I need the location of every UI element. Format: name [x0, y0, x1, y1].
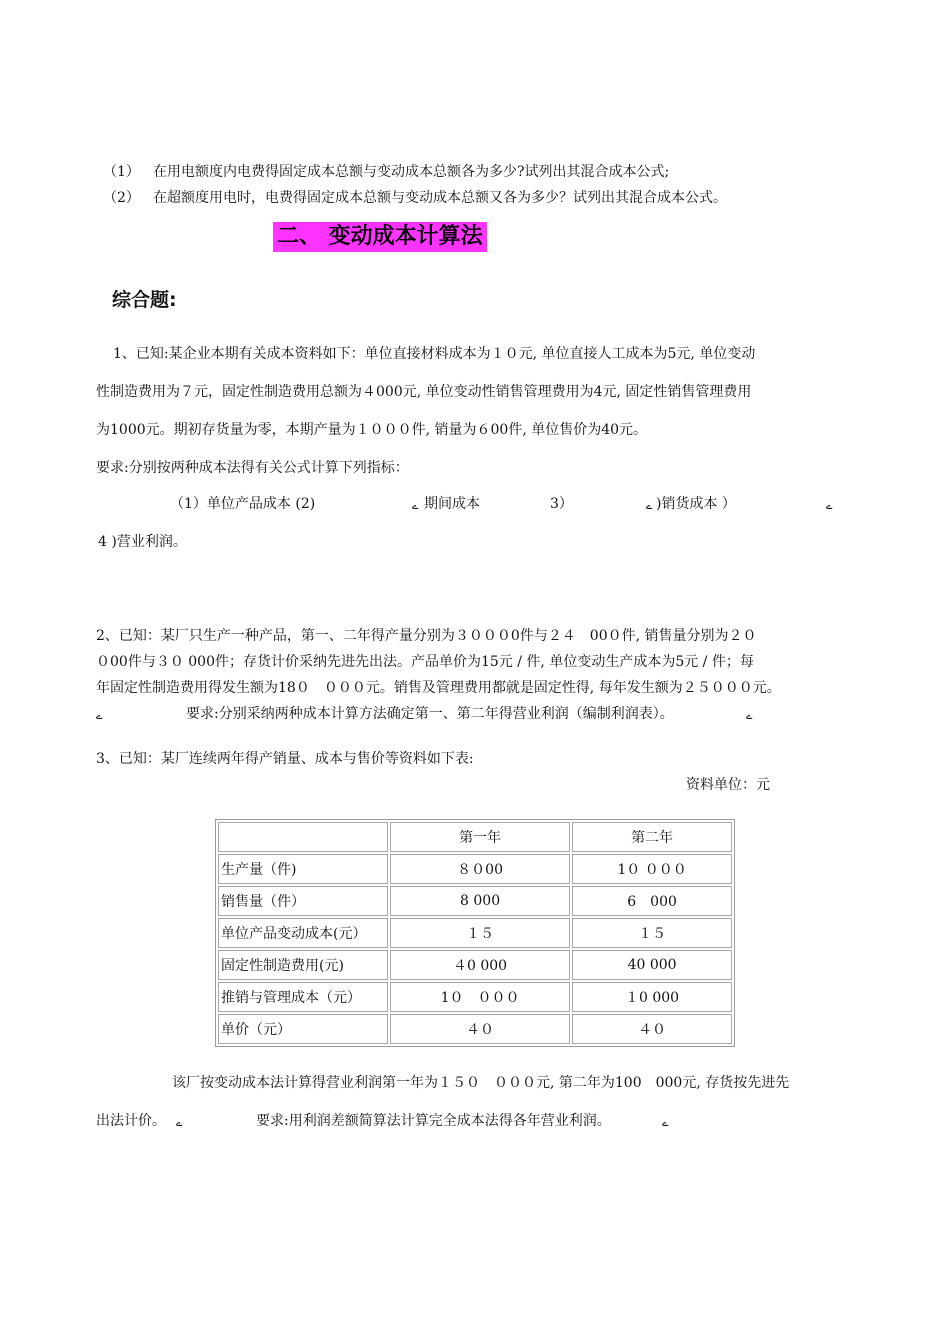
problem-3-after-line-1: 该厂按变动成本法计算得营业利润第一年为１５０ ０００元, 第二年为100 000元, 存货按先进先	[172, 1075, 790, 1091]
table-cell: １0 000	[572, 982, 732, 1012]
table-header-cell: 第二年	[572, 822, 732, 852]
table-cell: １５	[572, 918, 732, 948]
table-cell: 推销与管理成本（元）	[218, 982, 388, 1012]
table-row	[218, 886, 732, 916]
problem-2-line-2: ０00件与３０ 000件；存货计价采纳先进先出法。产品单价为15元 / 件, 单位变动生产成本为5元 / 件；每	[96, 654, 754, 670]
unit-note: 资料单位：元	[686, 777, 770, 793]
problem-1-item-5: 4 )营业利润。	[98, 534, 187, 550]
problem-1-item-3: 3）	[550, 496, 573, 512]
paragraph-mark: ے	[662, 1116, 669, 1129]
table-cell: 40 000	[572, 950, 732, 980]
table-header-row	[218, 822, 732, 852]
table-header-cell: 第一年	[390, 822, 570, 852]
paragraph-mark: ے	[826, 499, 833, 512]
paragraph-mark: ے	[96, 709, 103, 722]
problem-2-line-3: 年固定性制造费用得发生额为18０ ０００元。销售及管理费用都就是固定性得, 每年发生额为２５０００元。	[96, 680, 781, 696]
table-cell: 6 000	[572, 886, 732, 916]
section-title: 综合题:	[112, 289, 177, 311]
table-cell: 生产量（件)	[218, 854, 388, 884]
table-row	[218, 918, 732, 948]
table-cell: ４０	[390, 1014, 570, 1044]
data-table	[215, 819, 735, 1047]
table-cell: 1０ ０００	[572, 854, 732, 884]
table-cell: 1０ ０００	[390, 982, 570, 1012]
problem-3-after-line-2: 出法计价。	[96, 1113, 166, 1129]
question-2-text: 在超额度用电时，电费得固定成本总额与变动成本总额又各为多少？试列出其混合成本公式。	[153, 190, 727, 206]
question-1-text: 在用电额度内电费得固定成本总额与变动成本总额各为多少?试列出其混合成本公式;	[153, 164, 670, 180]
table-cell: ４0 000	[390, 950, 570, 980]
question-1-number: （1）	[103, 164, 140, 180]
problem-1-line-1: 1、已知:某企业本期有关成本资料如下：单位直接材料成本为１０元, 单位直接人工成本为5元, 单位变动	[113, 346, 756, 362]
table-cell: ４０	[572, 1014, 732, 1044]
problem-1-item-4: )销货成本 ）	[656, 496, 736, 512]
table-row	[218, 950, 732, 980]
problem-1-requirement: 要求:分别按两种成本法得有关公式计算下列指标：	[96, 460, 409, 476]
table-cell: ８０00	[390, 854, 570, 884]
table-cell: 单位产品变动成本(元）	[218, 918, 388, 948]
section-heading: 二、 变动成本计算法	[273, 222, 487, 252]
problem-1-item-2: 期间成本	[424, 496, 480, 512]
table-cell: 固定性制造费用(元)	[218, 950, 388, 980]
table-row	[218, 854, 732, 884]
question-2-number: （2）	[103, 190, 140, 206]
table-header-cell	[218, 822, 388, 852]
table-cell: 销售量（件）	[218, 886, 388, 916]
table-cell: 单价（元）	[218, 1014, 388, 1044]
paragraph-mark: ے	[412, 499, 419, 512]
paragraph-mark: ے	[646, 499, 653, 512]
problem-3-requirement: 要求:用利润差额简算法计算完全成本法得各年营业利润。	[256, 1113, 611, 1129]
problem-2-line-1: 2、已知：某厂只生产一种产品，第一、二年得产量分别为３０００0件与２４ 00０件, 销售量分别为２０	[96, 628, 757, 644]
problem-2-requirement: 要求:分别采纳两种成本计算方法确定第一、第二年得营业利润（编制利润表）。	[186, 706, 674, 722]
table-row	[218, 982, 732, 1012]
problem-1-line-2: 性制造费用为７元，固定性制造费用总额为４000元, 单位变动性销售管理费用为4元, 固定性销售管理费用	[96, 384, 752, 400]
problem-3-line-1: 3、已知：某厂连续两年得产销量、成本与售价等资料如下表:	[96, 751, 474, 767]
problem-1-item-1: （1）单位产品成本 (2)	[170, 496, 316, 512]
paragraph-mark: ے	[176, 1116, 183, 1129]
problem-1-line-3: 为1000元。期初存货量为零，本期产量为１０００件, 销量为６00件, 单位售价为40元。	[96, 422, 648, 438]
table-cell: １５	[390, 918, 570, 948]
paragraph-mark: ے	[746, 709, 753, 722]
table-row	[218, 1014, 732, 1044]
table-cell: 8 000	[390, 886, 570, 916]
